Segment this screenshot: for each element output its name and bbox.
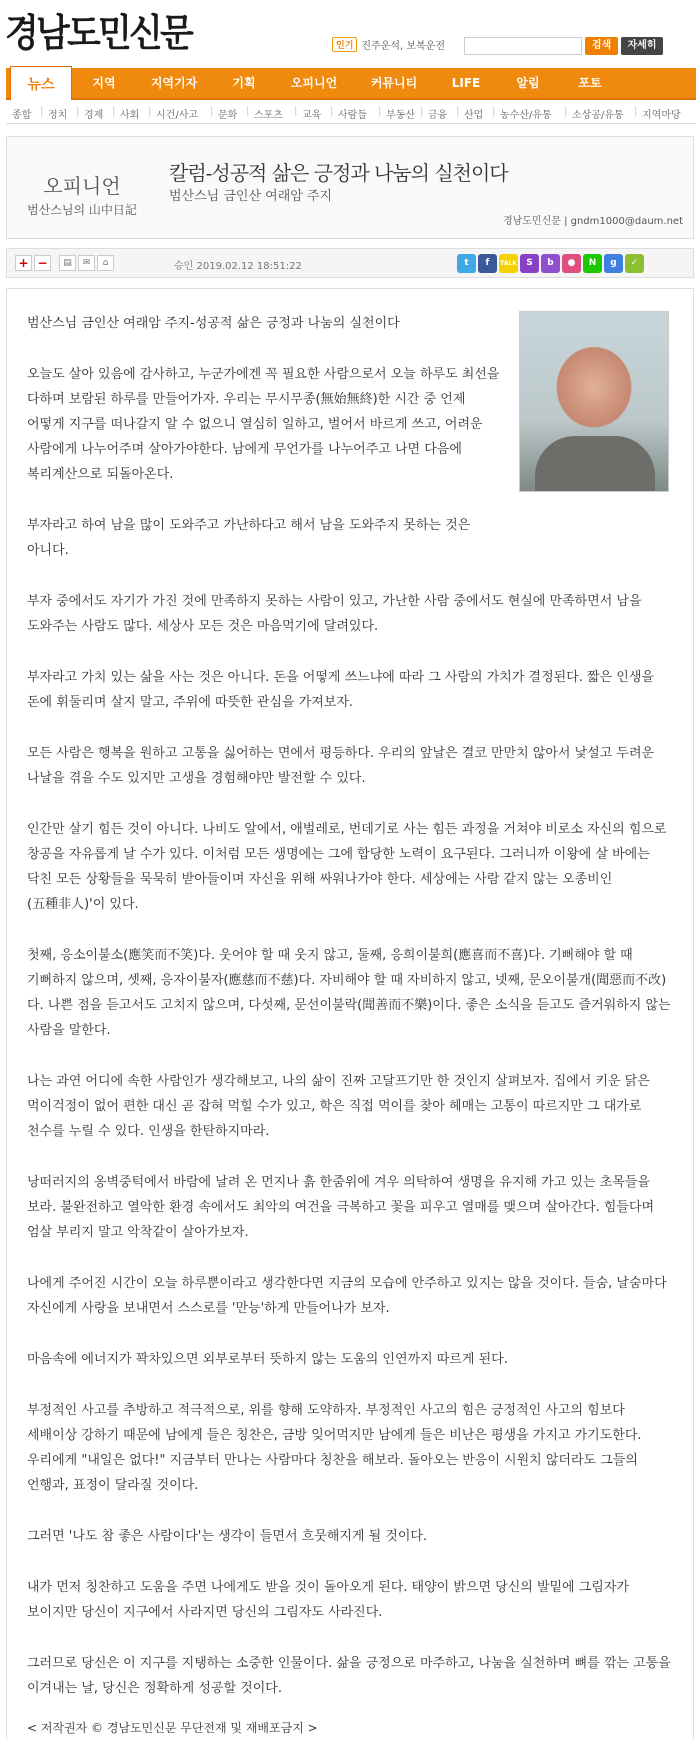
blog-icon[interactable]: ● xyxy=(562,254,581,273)
nav-item-life[interactable]: LIFE xyxy=(451,76,481,90)
subnav-item[interactable]: 부동산 xyxy=(386,110,415,121)
article-paragraph: 나에게 주어진 시간이 오늘 하루뿐이라고 생각한다면 지금의 모습에 안주하고 있지는 않을 것이다. 들숨, 날숨마다 자신에게 사랑을 보내면서 스스로를 '만능'하게 만들어나가 보자. xyxy=(27,1276,667,1316)
category-title[interactable]: 오피니언 xyxy=(43,174,121,198)
naver-icon[interactable]: N xyxy=(583,254,602,273)
article-paragraph: 그러므로 당신은 이 지구를 지탱하는 소중한 인물이다. 삶을 긍정으로 마주하고, 나눔을 실천하며 뼈를 깎는 고통을 이겨내는 날, 당신은 정확하게 성공할 것이다. xyxy=(27,1656,671,1696)
subnav-divider: | xyxy=(112,106,116,117)
article-paragraph: 부자라고 하여 남을 많이 도와주고 가난하다고 해서 남을 도와주지 못하는 것은 아니다. xyxy=(27,518,471,558)
nav-item-planning[interactable]: 기획 xyxy=(232,76,256,90)
subnav-divider: | xyxy=(76,106,80,117)
article-header xyxy=(6,136,694,239)
subnav-item[interactable]: 문화 xyxy=(218,110,238,121)
subnav-divider: | xyxy=(420,106,424,117)
subnav-item[interactable]: 금융 xyxy=(428,110,448,121)
facebook-icon[interactable]: f xyxy=(478,254,497,273)
article-paragraph: 내가 먼저 칭찬하고 도움을 주면 나에게도 받을 것이 돌아오게 된다. 태양이 밝으면 당신의 발밑에 그림자가 보이지만 당신이 지구에서 사라지면 당신의 그림자도 사라진다. xyxy=(27,1580,629,1620)
popular-keyword-link[interactable]: 진주운석, 보복운전 xyxy=(361,41,446,52)
article-body xyxy=(6,288,694,1739)
popular-keywords xyxy=(332,37,445,52)
subnav-item[interactable]: 정치 xyxy=(48,110,68,121)
article-paragraphs xyxy=(27,311,675,1727)
subnav-item[interactable]: 사회 xyxy=(120,110,140,121)
subnav-divider: | xyxy=(148,106,152,117)
category-box xyxy=(7,137,157,238)
subnav-item[interactable]: 사람들 xyxy=(338,110,367,121)
article-paragraph: 부자 중에서도 자기가 가진 것에 만족하지 못하는 사람이 있고, 가난한 사람 중에서도 현실에 만족하면서 남을 도와주는 사람도 많다. 세상사 모든 것은 마음먹기에 달려있다. xyxy=(27,594,642,634)
subnav-divider: | xyxy=(330,106,334,117)
subnav-divider: | xyxy=(378,106,382,117)
twitter-icon[interactable]: t xyxy=(457,254,476,273)
google-plus-icon[interactable]: g xyxy=(604,254,623,273)
popular-badge: 인기 xyxy=(332,37,357,52)
article-paragraph: 첫째, 응소이불소(應笑而不笑)다. 웃어야 할 때 웃지 않고, 둘째, 응희이불희(應喜而不喜)다. 기뻐해야 할 때 기뻐하지 않으며, 셋째, 응자이불자(應慈而不慈)다. 자비해야 할 때 자비하지 않고, 넷째, 문오이불개(聞惡而不改)다. 나쁜 점을 듣고서도 고치지 않으며, 다섯째, 문선이불락(聞善而不樂)이다. 좋은 소식을 듣고도 즐거워하지 않는 사람을 말한다. xyxy=(27,948,671,1038)
article-headline: 칼럼-성공적 삶은 긍정과 나눔의 실천이다 xyxy=(169,161,508,185)
category-subtitle: 범산스님의 山中日記 xyxy=(27,203,137,217)
nav-item-opinion[interactable]: 오피니언 xyxy=(290,76,338,90)
nav-item-region[interactable]: 지역 xyxy=(92,76,116,90)
article-paragraph: 오늘도 살아 있음에 감사하고, 누군가에겐 꼭 필요한 사람으로서 오늘 하루도 최선을 다하며 보람된 하루를 만들어가자. 우리는 무시무종(無始無終)한 시간 중 언제 어떻게 지구를 떠나갈지 알 수 없으니 열심히 일하고, 벌어서 바르게 쓰고, 어려운 사람에게 나누어주며 살아가야한다. 남에게 무언가를 나누어주고 나면 다음에 복리계산으로 되돌아온다. xyxy=(27,367,500,482)
email-icon[interactable]: ✉ xyxy=(78,255,95,271)
print-icon[interactable]: ▤ xyxy=(59,255,76,271)
subnav-divider: | xyxy=(564,106,568,117)
subnav-divider: | xyxy=(40,106,44,117)
nav-item-community[interactable]: 커뮤니티 xyxy=(370,76,418,90)
band-icon[interactable]: b xyxy=(541,254,560,273)
subnav-item[interactable]: 산업 xyxy=(464,110,484,121)
subnav-item[interactable]: 시건/사고 xyxy=(156,110,199,121)
search-input[interactable] xyxy=(464,37,582,55)
article-paragraph: 그러면 '나도 참 좋은 사람이다'는 생각이 들면서 흐뭇해지게 될 것이다. xyxy=(27,1529,428,1544)
bookmark-icon[interactable]: ✓ xyxy=(625,254,644,273)
subnav-divider: | xyxy=(492,106,496,117)
subnav-divider: | xyxy=(634,106,638,117)
subnav-item[interactable]: 지역마당 xyxy=(642,110,681,121)
article-paragraph: 부자라고 가치 있는 삶을 사는 것은 아니다. 돈을 어떻게 쓰느냐에 따라 그 사람의 가치가 결정된다. 짧은 인생을 돈에 휘둘리며 살지 말고, 주위에 따뜻한 관심을 가져보자. xyxy=(27,670,654,710)
subnav-item[interactable]: 교육 xyxy=(302,110,322,121)
main-nav xyxy=(6,68,696,100)
subnav-divider: | xyxy=(294,106,298,117)
kakaotalk-icon[interactable]: TALK xyxy=(499,254,518,273)
sub-nav xyxy=(6,102,696,124)
site-logo[interactable]: 경남도민신문 xyxy=(5,11,192,55)
article-paragraph: 부정적인 사고를 추방하고 적극적으로, 위를 향해 도약하자. 부정적인 사고의 힘은 긍정적인 사고의 힘보다 세배이상 강하기 때문에 남에게 들은 칭찬은, 금방 잊어먹지만 남에게 들은 비난은 평생을 가지고 가기도한다. 우리에게 "내일은 없다!" 지금부터 만나는 사람마다 칭찬을 해보라. 돌아오는 반응이 시원치 않더라도 그들의 언행과, 표정이 달라질 것이다. xyxy=(27,1403,642,1493)
article-toolbar xyxy=(6,248,694,278)
nav-item-notice[interactable]: 알림 xyxy=(516,76,540,90)
article-paragraph: 나는 과연 어디에 속한 사람인가 생각해보고, 나의 삶이 진짜 고달프기만 한 것인지 살펴보자. 집에서 키운 닭은 먹이걱정이 없어 편한 대신 곧 잡혀 먹힐 수가 있고, 학은 직접 먹이를 찾아 헤매는 고통이 따르지만 그 대가로 천수를 누릴 수 있다. 인생을 한탄하지마라. xyxy=(27,1074,650,1139)
subnav-item[interactable]: 소상공/유통 xyxy=(572,110,624,121)
article-paragraph: 범산스님 금인산 여래암 주지-성공적 삶은 긍정과 나눔의 실천이다 xyxy=(27,316,400,331)
subnav-item[interactable]: 종합 xyxy=(12,110,32,121)
site-header xyxy=(0,0,698,62)
nav-item-photo[interactable]: 포토 xyxy=(578,76,602,90)
scrap-icon[interactable]: ⌂ xyxy=(97,255,114,271)
subnav-divider: | xyxy=(246,106,250,117)
article-paragraph: 낭떠러지의 옹벽중턱에서 바람에 날려 온 먼지나 흙 한줌위에 겨우 의탁하여 생명을 유지해 가고 있는 초목들을 보라. 불완전하고 열악한 환경 속에서도 최악의 여건을 극복하고 꽃을 피우고 열매를 맺으며 살아간다. 힘들다며 엄살 부리지 말고 악착같이 살아가보자. xyxy=(27,1175,655,1240)
subnav-item[interactable]: 농수산/유통 xyxy=(500,110,552,121)
search-button[interactable]: 검색 xyxy=(585,37,618,55)
article-paragraph: 마음속에 에너지가 꽉차있으면 외부로부터 뜻하지 않는 도움의 인연까지 따르게 된다. xyxy=(27,1352,508,1367)
subnav-divider: | xyxy=(210,106,214,117)
kakaostory-icon[interactable]: S xyxy=(520,254,539,273)
nav-item-news[interactable]: 뉴스 xyxy=(10,66,72,100)
font-increase-button[interactable]: + xyxy=(15,255,32,271)
article-subheadline: 범산스님 금인산 여래암 주지 xyxy=(169,189,333,204)
subnav-item[interactable]: 스포츠 xyxy=(254,110,283,121)
approved-timestamp: 승인 2019.02.12 18:51:22 xyxy=(174,261,302,272)
subnav-item[interactable]: 경제 xyxy=(84,110,104,121)
nav-item-region-reporter[interactable]: 지역기자 xyxy=(150,76,198,90)
subnav-divider: | xyxy=(456,106,460,117)
copyright-notice: < 저작권자 © 경남도민신문 무단전재 및 재배포금지 > xyxy=(27,1721,318,1735)
detail-search-button[interactable]: 자세히 xyxy=(621,37,663,55)
article-byline: 경남도민신문 | gndm1000@daum.net xyxy=(502,216,683,227)
article-paragraph: 모든 사람은 행복을 원하고 고통을 싫어하는 면에서 평등하다. 우리의 앞날은 결코 만만치 않아서 낯설고 두려운 나날을 겪을 수도 있지만 고생을 경험해야만 발전할 수 있다. xyxy=(27,746,655,786)
font-decrease-button[interactable]: − xyxy=(34,255,51,271)
article-paragraph: 인간만 살기 힘든 것이 아니다. 나비도 알에서, 애벌레로, 번데기로 사는 힘든 과정을 거쳐야 비로소 자신의 힘으로 창공을 자유롭게 날 수가 있다. 이처럼 모든 생명에는 그에 합당한 노력이 요구된다. 그러니까 이왕에 살 바에는 닥친 모든 상황들을 묵묵히 받아들이며 자신을 위해 싸워나가야 한다. 세상에는 사람 같지 않는 오종비인(五種非人)'이 있다. xyxy=(27,822,667,912)
